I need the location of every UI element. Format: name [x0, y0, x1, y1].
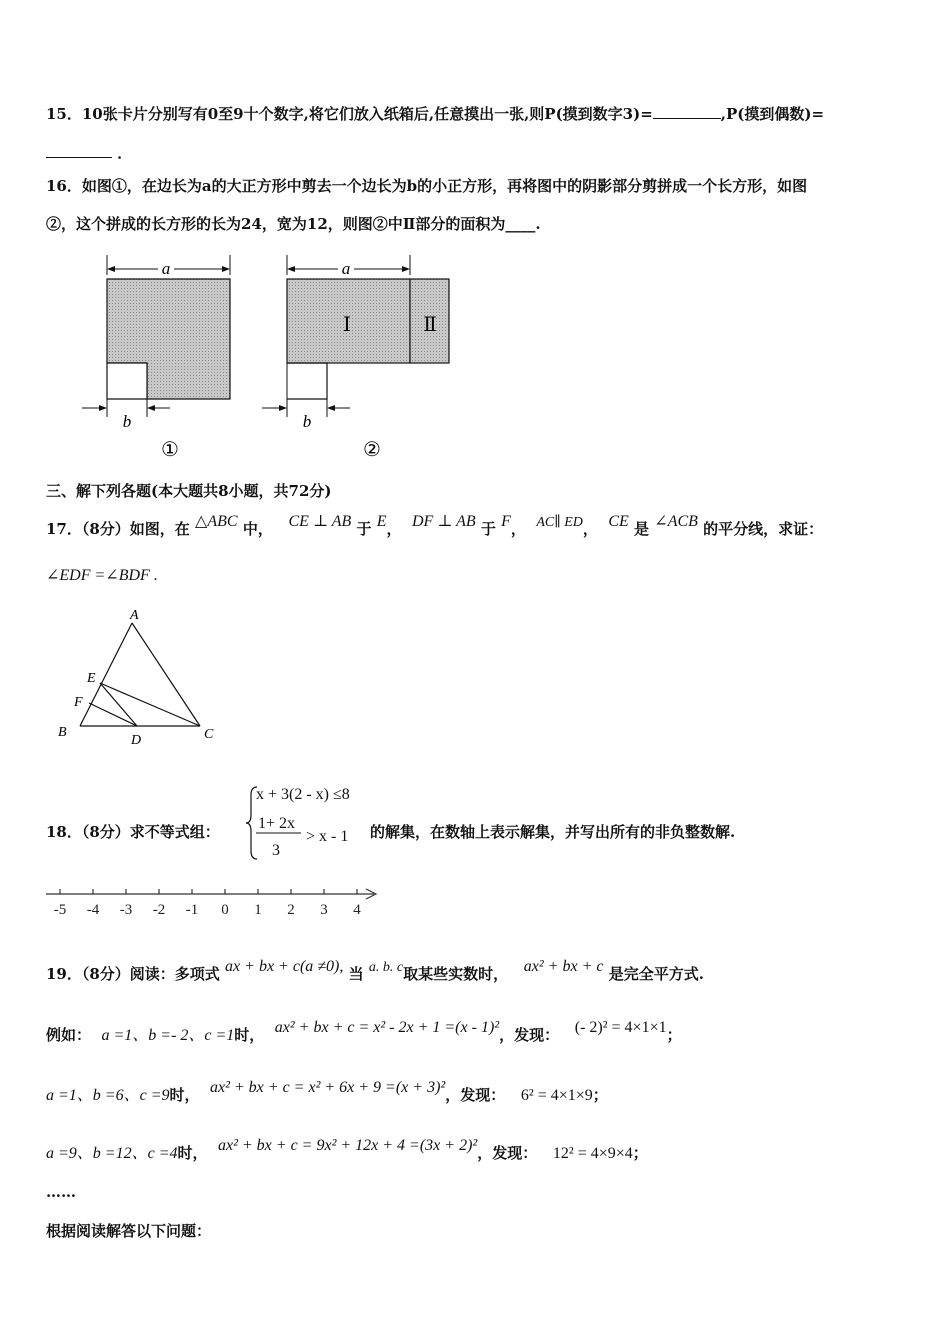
- q19-ex1-equation: ax² + bx + c = x² - 2x + 1 =(x - 1)²: [274, 1019, 500, 1036]
- q17-prefix: 17．（8分）如图，在: [46, 520, 190, 538]
- q19-example-3: [46, 1137, 648, 1163]
- fig2-region-2: Ⅱ: [423, 314, 437, 336]
- tick-label: 3: [320, 902, 328, 918]
- q17-t4: 于: [480, 520, 496, 538]
- q17-t5: ，: [510, 520, 526, 538]
- q16-figures: [70, 255, 470, 465]
- q18-inequality-1: x + 3(2 - x) ≤8: [256, 786, 350, 803]
- fig2-region-1: Ⅰ: [343, 314, 351, 336]
- q19-ex2-end: ；: [592, 1086, 608, 1104]
- q18-prefix: 18．（8分）求不等式组：: [46, 823, 220, 841]
- q19-ex2-when: 时，: [169, 1086, 200, 1104]
- q18-suffix: 的解集，在数轴上表示解集，并写出所有的非负整数解.: [370, 823, 736, 841]
- q19-prefix: 19．（8分）阅读：多项式: [46, 965, 220, 983]
- q19-line1: [46, 958, 704, 984]
- q15-end: ．: [117, 144, 133, 162]
- q19-ex3-end: ；: [632, 1144, 648, 1162]
- q15-blank-1[interactable]: [653, 104, 721, 119]
- q15-line2: [46, 142, 132, 163]
- fig1-caption: ①: [161, 439, 179, 461]
- q19-closing: 根据阅读解答以下问题：: [46, 1222, 212, 1240]
- q19-poly: ax + bx + c(a ≠0),: [225, 958, 344, 975]
- fig2-caption: ②: [363, 439, 381, 461]
- q17-t6: ，: [582, 520, 598, 538]
- q17-triangle-figure: [50, 605, 230, 745]
- q19-ex2-values: a =1、b =6、c =9: [46, 1087, 170, 1104]
- figure-2: [262, 255, 449, 461]
- tick-label: -3: [119, 902, 133, 918]
- q19-ex1-values: a =1、b =- 2、c =1: [101, 1027, 235, 1044]
- fig2-label-a: a: [341, 259, 351, 278]
- vertex-F: F: [74, 695, 83, 710]
- q19-ex2-equation: ax² + bx + c = x² + 6x + 9 =(x + 3)²: [209, 1079, 446, 1096]
- q17-t8: 的平分线，求证：: [703, 520, 824, 538]
- vertex-B: B: [58, 725, 67, 740]
- q19-t3: 是完全平方式.: [608, 965, 704, 983]
- q15-blank-2[interactable]: [46, 143, 112, 158]
- vertex-D: D: [131, 733, 142, 745]
- q18-fraction-numerator: 1+ 2x: [258, 815, 296, 832]
- q17-m4: F: [501, 513, 511, 530]
- vertex-E: E: [87, 671, 96, 686]
- q19-ex3-result: 12² = 4×9×4: [552, 1145, 633, 1162]
- q15-text-a: 15．10张卡片分别写有0至9十个数字,将它们放入纸箱后,任意摸出一张,则P(摸到数字3)=: [46, 105, 653, 123]
- figure-1: [82, 255, 230, 461]
- q19-ex3-find: ，发现：: [477, 1144, 538, 1162]
- tick-label: 2: [287, 902, 295, 918]
- q17-t1: 中，: [242, 520, 273, 538]
- q17-m6: CE: [608, 513, 629, 530]
- tick-label: 0: [221, 902, 229, 918]
- q17-m5: AC∥ ED: [536, 515, 583, 530]
- q17-line2: [46, 565, 158, 585]
- vertex-A: A: [130, 608, 139, 623]
- q19-ex1-end: ；: [666, 1026, 682, 1044]
- q19-example-2: [46, 1079, 608, 1105]
- section-3-heading: 三、解下列各题(本大题共8小题，共72分): [46, 482, 332, 500]
- q19-ex2-find: ，发现：: [445, 1086, 506, 1104]
- q17-conclusion: ∠EDF =∠BDF .: [46, 567, 158, 584]
- tick-label: -5: [53, 902, 67, 918]
- q19-t1: 当: [348, 965, 364, 983]
- tick-label: 4: [353, 902, 361, 918]
- q19-ex2-result: 6² = 4×1×9: [520, 1087, 593, 1104]
- q19-abc: a. b. c: [368, 960, 404, 975]
- q19-ex1-when: 时，: [234, 1026, 265, 1044]
- q19-ex3-when: 时，: [177, 1144, 208, 1162]
- q17-t2: 于: [356, 520, 372, 538]
- q19-ex-intro: 例如：: [46, 1026, 92, 1044]
- q17-triangle: △ABC: [195, 513, 238, 530]
- q17-m2: E: [376, 513, 387, 530]
- vertex-C: C: [204, 727, 214, 742]
- q19-t2: 取某些实数时，: [403, 965, 509, 983]
- q19-poly2: ax² + bx + c: [523, 958, 604, 975]
- q17-m7: ∠ACB: [654, 513, 698, 530]
- fig1-label-b: b: [122, 412, 132, 431]
- q15-line1: [46, 103, 824, 124]
- q15-text-b: ,P(摸到偶数)=: [720, 105, 825, 123]
- fig1-label-a: a: [161, 259, 171, 278]
- q19-ex1-result: (- 2)² = 4×1×1: [574, 1019, 667, 1036]
- tick-label: -2: [152, 902, 166, 918]
- q18-fraction-denominator: 3: [272, 842, 280, 859]
- q17-t7: 是: [634, 520, 650, 538]
- q19-ex3-equation: ax² + bx + c = 9x² + 12x + 4 =(3x + 2)²: [217, 1137, 478, 1154]
- q17-line1: [46, 513, 824, 539]
- q19-ex3-values: a =9、b =12、c =4: [46, 1145, 178, 1162]
- q17-m1: CE ⊥ AB: [288, 513, 352, 530]
- q18-inequality-2-rest: > x - 1: [306, 828, 349, 845]
- q19-dots: ……: [46, 1183, 76, 1201]
- q16-line1: 16．如图①，在边长为a的大正方形中剪去一个边长为b的小正方形，再将图中的阴影部分剪拼成一个长方形，如图: [46, 177, 808, 195]
- q19-ex1-find: ，发现：: [499, 1026, 560, 1044]
- tick-label: -1: [185, 902, 199, 918]
- tick-label: -4: [86, 902, 100, 918]
- q19-example-1: [46, 1019, 682, 1045]
- q16-line2: ②，这个拼成的长方形的长为24，宽为12，则图②中Ⅱ部分的面积为____.: [46, 215, 541, 233]
- q18-ticks: [54, 889, 362, 918]
- q17-m3: DF ⊥ AB: [411, 513, 476, 530]
- tick-label: 1: [254, 902, 262, 918]
- q18-number-line: [44, 884, 384, 920]
- q17-t3: ，: [386, 520, 402, 538]
- fig2-label-b: b: [302, 412, 312, 431]
